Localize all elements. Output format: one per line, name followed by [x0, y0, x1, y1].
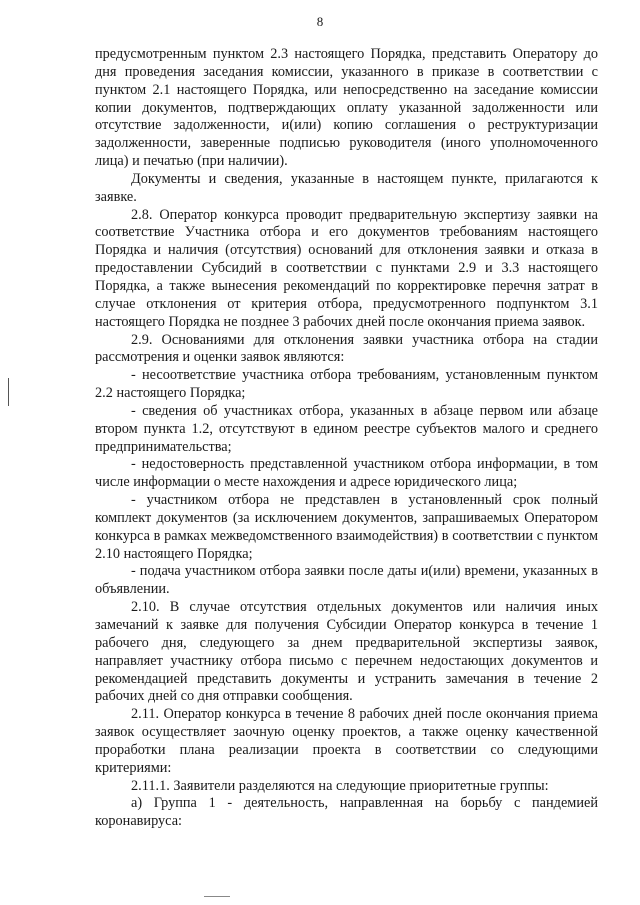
margin-mark — [8, 378, 9, 406]
paragraph-2-10: 2.10. В случае отсутствия отдельных документов или наличия иных замечаний к заявке для получения Субсидии Оператор конкурса в течение 1 рабочего дня, следующего за днем предварительной экспертизы заявок, направляет участнику отбора письмо с перечнем недостающих документов и рекомендацией представить документы и устранить замечания в течение 2 рабочих дней со дня отправки сообщения. — [95, 599, 598, 705]
page-number: 8 — [316, 14, 324, 29]
paragraph-2-11: 2.11. Оператор конкурса в течение 8 рабочих дней после окончания приема заявок осуществляет заочную оценку проектов, а также оценку качественной проработки плана реализации проекта в соответствии со следующими критериями: — [95, 706, 598, 776]
list-item-2-9-a: - несоответствие участника отбора требованиям, установленным пунктом 2.2 настоящего Порядка; — [95, 367, 598, 402]
paragraph-attachments: Документы и сведения, указанные в настоящем пункте, прилагаются к заявке. — [95, 170, 598, 205]
paragraph-2-11-1: 2.11.1. Заявители разделяются на следующие приоритетные группы: — [131, 777, 549, 794]
paragraph-group-1: а) Группа 1 - деятельность, направленная на борьбу с пандемией коронавируса: — [95, 795, 598, 830]
paragraph-2-8: 2.8. Оператор конкурса проводит предварительную экспертизу заявки на соответствие Участника отбора и его документов требованиям настоящего Порядка и наличия (отсутствия) оснований для отклонения заявки и отказа в предоставлении Субсидий в соответствии с пунктами 2.9 и 3.3 настоящего Порядка, а также вынесения рекомендаций по корректировке перечня затрат в случае отклонения от критерия отбора, предусмотренного подпунктом 3.1 настоящего Порядка не позднее 3 рабочих дней после окончания приема заявок. — [95, 206, 598, 330]
list-item-2-9-d: - участником отбора не представлен в установленный срок полный комплект документов (за исключением документов, запрашиваемых Оператором конкурса в рамках межведомственного взаимодействия) в соответствии с пунктом 2.10 настоящего Порядка; — [95, 492, 598, 562]
list-item-2-9-e: - подача участником отбора заявки после даты и(или) времени, указанных в объявлении. — [95, 563, 598, 598]
list-item-2-9-c: - недостоверность представленной участником отбора информации, в том числе информации о месте нахождения и адресе юридического лица; — [95, 456, 598, 491]
document-body — [95, 46, 598, 831]
paragraph-2-9: 2.9. Основаниями для отклонения заявки участника отбора на стадии рассмотрения и оценки заявок являются: — [95, 331, 598, 366]
list-item-2-9-b: - сведения об участниках отбора, указанных в абзаце первом или абзаце втором пункта 1.2, отсутствуют в едином реестре субъектов малого и среднего предпринимательства; — [95, 402, 598, 455]
paragraph-continuation: предусмотренным пунктом 2.3 настоящего Порядка, представить Оператору до дня проведения заседания комиссии, указанного в приказе в соответствии с пунктом 2.1 настоящего Порядка, или непосредственно на заседание комиссии копии документов, подтверждающих оплату указанной задолженности или отсутствие задолженности, и(или) копию соглашения о реструктуризации задолженности, заверенные подписью руководителя (иного уполномоченного лица) и печатью (при наличии). — [95, 46, 598, 170]
bottom-mark — [204, 896, 230, 897]
